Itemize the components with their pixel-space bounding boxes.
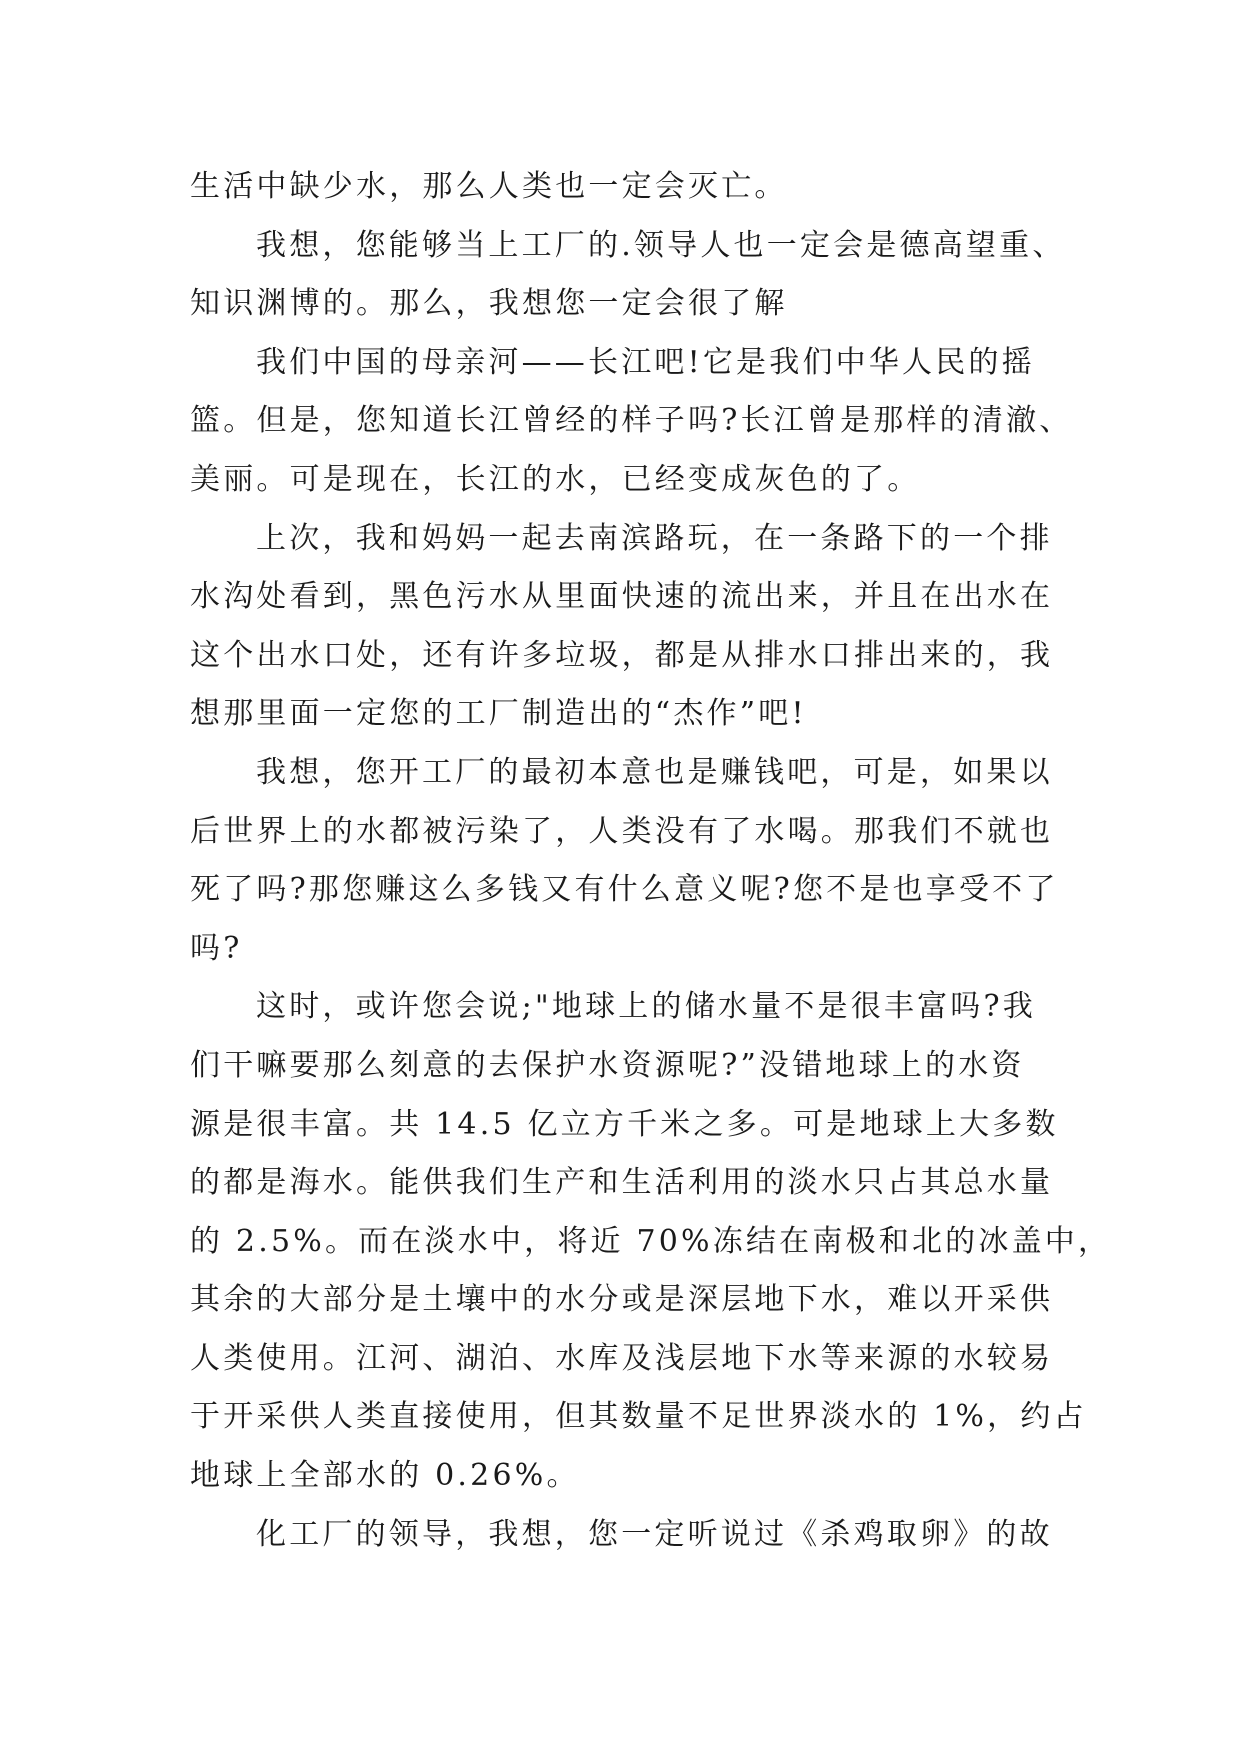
text-line: 死了吗?那您赚这么多钱又有什么意义呢?您不是也享受不了 (190, 872, 1059, 908)
text-line: 篮。但是，您知道长江曾经的样子吗?长江曾是那样的清澈、 (190, 403, 1073, 439)
text-line: 我想，您能够当上工厂的.领导人也一定会是德高望重、 (256, 227, 1066, 263)
text-line: 想那里面一定您的工厂制造出的“杰作”吧! (190, 696, 807, 732)
text-line: 这个出水口处，还有许多垃圾，都是从排水口排出来的，我 (190, 637, 1054, 673)
text-line: 生活中缺少水，那么人类也一定会灭亡。 (190, 169, 788, 204)
text-line: 的都是海水。能供我们生产和生活利用的淡水只占其总水量 (190, 1165, 1054, 1201)
text-line: 我们中国的母亲河——长江吧!它是我们中华人民的摇 (256, 344, 1035, 380)
text-line: 化工厂的领导，我想，您一定听说过《杀鸡取卵》的故 (256, 1516, 1053, 1552)
text-line: 上次，我和妈妈一起去南滨路玩，在一条路下的一个排 (256, 520, 1053, 556)
text-line: 我想，您开工厂的最初本意也是赚钱吧，可是，如果以 (256, 754, 1053, 790)
text-line: 其余的大部分是土壤中的水分或是深层地下水，难以开采供 (190, 1282, 1054, 1318)
document-body (190, 158, 1112, 1564)
text-line: 的 2.5%。而在淡水中，将近 70%冻结在南极和北的冰盖中， (190, 1223, 1112, 1259)
text-line: 吗? (190, 930, 243, 966)
text-line: 水沟处看到，黑色污水从里面快速的流出来，并且在出水在 (190, 579, 1054, 615)
text-line: 人类使用。江河、湖泊、水库及浅层地下水等来源的水较易 (190, 1340, 1054, 1376)
text-line: 这时，或许您会说;"地球上的储水量不是很丰富吗?我 (256, 989, 1036, 1025)
text-line: 地球上全部水的 0.26%。 (190, 1458, 580, 1494)
text-line: 于开采供人类直接使用，但其数量不足世界淡水的 1%，约占 (190, 1399, 1087, 1435)
text-line: 知识渊博的。那么，我想您一定会很了解 (190, 286, 788, 322)
text-line: 后世界上的水都被污染了，人类没有了水喝。那我们不就也 (190, 813, 1054, 849)
text-line: 源是很丰富。共 14.5 亿立方千米之多。可是地球上大多数 (190, 1106, 1059, 1142)
text-line: 们干嘛要那么刻意的去保护水资源呢?”没错地球上的水资 (190, 1047, 1025, 1083)
text-line: 美丽。可是现在，长江的水，已经变成灰色的了。 (190, 461, 921, 497)
